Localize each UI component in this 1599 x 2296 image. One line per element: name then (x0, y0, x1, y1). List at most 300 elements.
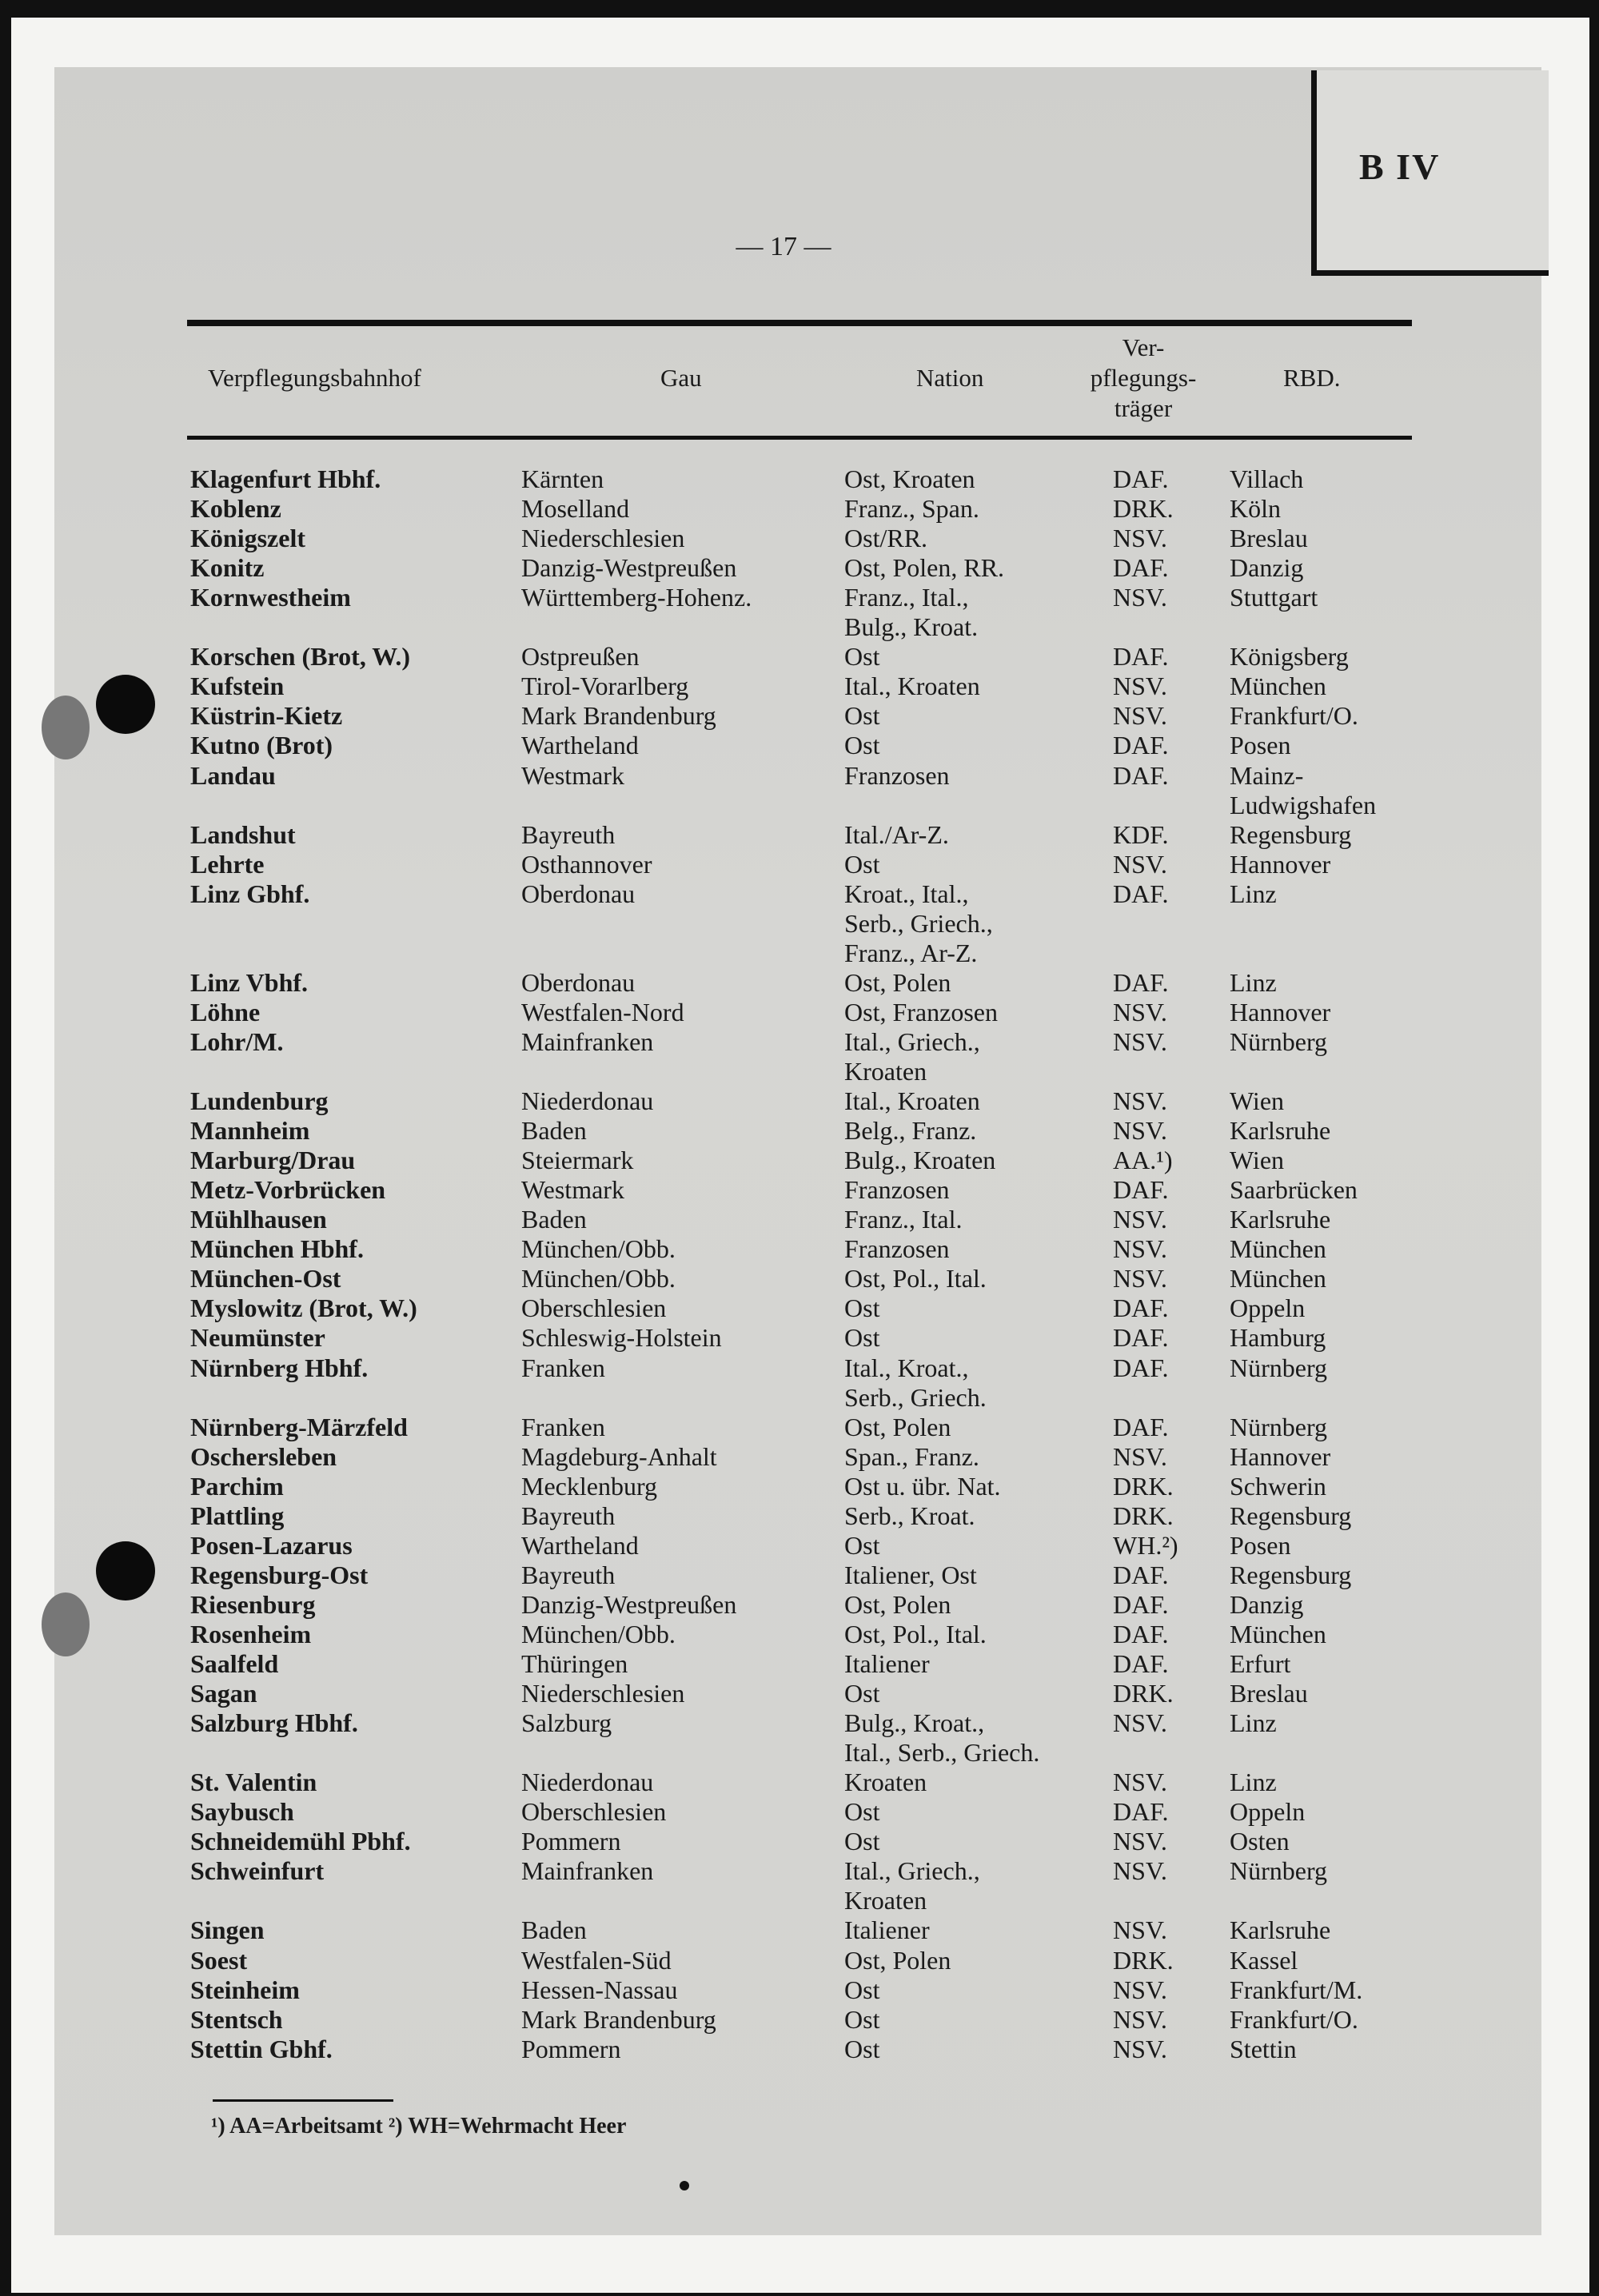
table-row (0, 1086, 1599, 1116)
station-cell: Mühlhausen (190, 1205, 327, 1234)
gau-cell: München/Obb. (521, 1234, 676, 1264)
table-row (0, 1946, 1599, 1975)
station-cell: Kutno (Brot) (190, 731, 333, 760)
nation-cell: Italiener (844, 1915, 930, 1945)
gau-cell: Salzburg (521, 1708, 612, 1738)
nation-cell: Ital., Griech., (844, 1026, 980, 1056)
rbd-cell: Hamburg (1230, 1323, 1326, 1353)
table-row (0, 2035, 1599, 2064)
traeger-cell: DRK. (1113, 1471, 1174, 1501)
gau-cell: Mainfranken (521, 1856, 654, 1886)
station-cell: Stettin Gbhf. (190, 2034, 333, 2063)
nation-cell: Span., Franz. (844, 1441, 979, 1471)
table-row (0, 1234, 1599, 1264)
table-row (0, 879, 1599, 909)
rbd-cell: Villach (1230, 464, 1304, 493)
station-cell: München Hbhf. (190, 1234, 364, 1264)
station-cell: Linz Vbhf. (190, 967, 309, 997)
table-row (0, 1708, 1599, 1738)
nation-cell: Franz., Ar-Z. (844, 938, 978, 967)
table-row (0, 612, 1599, 642)
gau-cell: Niederdonau (521, 1086, 654, 1116)
table-row (0, 1768, 1599, 1797)
gau-cell: Pommern (521, 1827, 621, 1856)
table-row (0, 1501, 1599, 1531)
traeger-cell: DAF. (1113, 1560, 1169, 1589)
traeger-cell: NSV. (1113, 1827, 1167, 1856)
station-cell: München-Ost (190, 1264, 341, 1293)
station-cell: Lohr/M. (190, 1026, 284, 1056)
nation-cell: Belg., Franz. (844, 1116, 977, 1146)
gau-cell: Ostpreußen (521, 642, 640, 672)
header-station: Verpflegungsbahnhof (208, 364, 421, 392)
station-cell: Steinheim (190, 1975, 300, 2004)
station-cell: Oschersleben (190, 1441, 337, 1471)
gau-cell: Oberdonau (521, 879, 636, 908)
traeger-cell: DAF. (1113, 1353, 1169, 1382)
rbd-cell: Hannover (1230, 849, 1331, 879)
punch-hole-shadow-bottom (42, 1592, 90, 1656)
table-row (0, 1293, 1599, 1323)
gau-cell: Westmark (521, 760, 624, 790)
gau-cell: Bayreuth (521, 1501, 616, 1530)
gau-cell: Mecklenburg (521, 1471, 658, 1501)
nation-cell: Serb., Griech. (844, 1382, 987, 1412)
gau-cell: Württemberg-Hohenz. (521, 583, 752, 612)
traeger-cell: NSV. (1113, 1026, 1167, 1056)
nation-cell: Ost u. übr. Nat. (844, 1471, 1001, 1501)
nation-cell: Ost (844, 1827, 880, 1856)
rbd-cell: Danzig (1230, 1589, 1304, 1619)
nation-cell: Ital., Kroat., (844, 1353, 969, 1382)
nation-cell: Franz., Span. (844, 494, 979, 524)
table-row (0, 1827, 1599, 1856)
nation-cell: Ital., Kroaten (844, 1086, 980, 1116)
station-cell: Nürnberg-Märzfeld (190, 1412, 408, 1441)
station-cell: Myslowitz (Brot, W.) (190, 1293, 417, 1323)
table-row (0, 583, 1599, 612)
rbd-cell: Nürnberg (1230, 1353, 1328, 1382)
traeger-cell: NSV. (1113, 1116, 1167, 1146)
nation-cell: Ost, Polen (844, 1589, 951, 1619)
table-row (0, 524, 1599, 553)
gau-cell: Moselland (521, 494, 630, 524)
nation-cell: Ost/RR. (844, 524, 928, 553)
rbd-cell: Erfurt (1230, 1649, 1291, 1678)
station-cell: Metz-Vorbrücken (190, 1175, 386, 1205)
nation-cell: Franz., Ital. (844, 1205, 963, 1234)
table-row (0, 1856, 1599, 1886)
traeger-cell: DAF. (1113, 731, 1169, 760)
traeger-cell: WH.²) (1113, 1530, 1178, 1560)
nation-cell: Ost, Polen, RR. (844, 553, 1005, 583)
traeger-cell: NSV. (1113, 1768, 1167, 1797)
station-cell: Lehrte (190, 849, 265, 879)
gau-cell: Oberdonau (521, 967, 636, 997)
station-cell: Korschen (Brot, W.) (190, 642, 410, 672)
rbd-cell: München (1230, 1264, 1326, 1293)
gau-cell: Magdeburg-Anhalt (521, 1441, 717, 1471)
table-row (0, 1649, 1599, 1679)
footnote-rule (213, 2099, 393, 2102)
rbd-cell: Frankfurt/O. (1230, 701, 1358, 731)
gau-cell: Schleswig-Holstein (521, 1323, 722, 1353)
traeger-cell: DRK. (1113, 1501, 1174, 1530)
header-traeger (1067, 333, 1219, 424)
station-cell: Stentsch (190, 2004, 283, 2034)
nation-cell: Ost, Kroaten (844, 464, 975, 493)
rbd-cell: Ludwigshafen (1230, 790, 1377, 819)
nation-cell: Ost, Polen (844, 967, 951, 997)
header-traeger-line3: träger (1114, 394, 1173, 422)
header-traeger-line2: pflegungs- (1090, 364, 1197, 392)
table-row (0, 791, 1599, 820)
rbd-cell: Karlsruhe (1230, 1915, 1331, 1945)
table-row (0, 642, 1599, 672)
traeger-cell: NSV. (1113, 2034, 1167, 2063)
traeger-cell: DAF. (1113, 1293, 1169, 1323)
gau-cell: Danzig-Westpreußen (521, 1589, 737, 1619)
nation-cell: Ost, Pol., Ital. (844, 1264, 987, 1293)
table-row (0, 1057, 1599, 1086)
table-row (0, 1383, 1599, 1413)
section-tab-label: B IV (1359, 146, 1441, 187)
gau-cell: Mainfranken (521, 1026, 654, 1056)
traeger-cell: NSV. (1113, 1441, 1167, 1471)
traeger-cell: NSV. (1113, 1975, 1167, 2004)
traeger-cell: DAF. (1113, 464, 1169, 493)
scan-speck (680, 2181, 689, 2190)
table-row (0, 701, 1599, 731)
traeger-cell: NSV. (1113, 1708, 1167, 1738)
table-row (0, 1323, 1599, 1353)
nation-cell: Ost, Franzosen (844, 997, 998, 1026)
gau-cell: Danzig-Westpreußen (521, 553, 737, 583)
gau-cell: Westfalen-Nord (521, 997, 684, 1026)
nation-cell: Kroaten (844, 1057, 927, 1086)
rbd-cell: Breslau (1230, 524, 1308, 553)
table-row (0, 1027, 1599, 1057)
rbd-cell: Danzig (1230, 553, 1304, 583)
rbd-cell: Schwerin (1230, 1471, 1326, 1501)
table-row (0, 939, 1599, 968)
nation-cell: Ital., Griech., (844, 1856, 980, 1886)
traeger-cell: NSV. (1113, 701, 1167, 731)
station-cell: Landau (190, 760, 276, 790)
gau-cell: Mark Brandenburg (521, 2004, 716, 2034)
table-row (0, 1915, 1599, 1945)
table-row (0, 1561, 1599, 1590)
nation-cell: Italiener, Ost (844, 1560, 977, 1589)
table-row (0, 1738, 1599, 1768)
station-cell: Küstrin-Kietz (190, 701, 343, 731)
nation-cell: Serb., Griech., (844, 908, 993, 938)
table-row (0, 1442, 1599, 1472)
gau-cell: Franken (521, 1353, 605, 1382)
traeger-cell: NSV. (1113, 1205, 1167, 1234)
traeger-cell: NSV. (1113, 583, 1167, 612)
gau-cell: Baden (521, 1205, 587, 1234)
nation-cell: Ost (844, 1530, 880, 1560)
nation-cell: Ost (844, 1293, 880, 1323)
rbd-cell: Nürnberg (1230, 1856, 1328, 1886)
table-row (0, 464, 1599, 494)
gau-cell: Oberschlesien (521, 1293, 667, 1323)
gau-cell: Niederdonau (521, 1768, 654, 1797)
station-cell: Saalfeld (190, 1649, 279, 1678)
traeger-cell: NSV. (1113, 849, 1167, 879)
rbd-cell: Regensburg (1230, 819, 1352, 849)
traeger-cell: NSV. (1113, 1856, 1167, 1886)
station-cell: Sagan (190, 1679, 257, 1708)
rbd-cell: Linz (1230, 1708, 1277, 1738)
station-cell: Neumünster (190, 1323, 325, 1353)
nation-cell: Ost (844, 642, 880, 672)
table-row (0, 1413, 1599, 1442)
gau-cell: Niederschlesien (521, 524, 685, 553)
nation-cell: Ost (844, 1975, 880, 2004)
rbd-cell: Mainz- (1230, 760, 1304, 790)
station-cell: Lundenburg (190, 1086, 329, 1116)
traeger-cell: DAF. (1113, 879, 1169, 908)
table-row (0, 850, 1599, 879)
traeger-cell: DAF. (1113, 553, 1169, 583)
nation-cell: Franzosen (844, 760, 950, 790)
header-nation: Nation (916, 364, 984, 392)
nation-cell: Ost (844, 1323, 880, 1353)
table-row (0, 1353, 1599, 1383)
traeger-cell: NSV. (1113, 1234, 1167, 1264)
nation-cell: Ost (844, 1797, 880, 1827)
page-number: — 17 — (736, 232, 831, 261)
header-rule (187, 436, 1412, 440)
traeger-cell: DAF. (1113, 760, 1169, 790)
gau-cell: Osthannover (521, 849, 652, 879)
rbd-cell: Wien (1230, 1086, 1285, 1116)
station-cell: Soest (190, 1945, 248, 1975)
station-cell: Saybusch (190, 1797, 294, 1827)
table-row (0, 731, 1599, 760)
rbd-cell: Königsberg (1230, 642, 1349, 672)
table-row (0, 1264, 1599, 1293)
traeger-cell: DAF. (1113, 1619, 1169, 1648)
gau-cell: Bayreuth (521, 1560, 616, 1589)
nation-cell: Ital., Kroaten (844, 672, 980, 701)
traeger-cell: DAF. (1113, 1797, 1169, 1827)
rbd-cell: Wien (1230, 1146, 1285, 1175)
rbd-cell: Stettin (1230, 2034, 1297, 2063)
gau-cell: Westmark (521, 1175, 624, 1205)
rbd-cell: Breslau (1230, 1679, 1308, 1708)
traeger-cell: DAF. (1113, 1412, 1169, 1441)
table-row (0, 1175, 1599, 1205)
station-cell: Nürnberg Hbhf. (190, 1353, 369, 1382)
rbd-cell: Frankfurt/M. (1230, 1975, 1363, 2004)
traeger-cell: DAF. (1113, 1649, 1169, 1678)
station-cell: Linz Gbhf. (190, 879, 310, 908)
nation-cell: Kroaten (844, 1886, 927, 1915)
station-cell: Konitz (190, 553, 265, 583)
rbd-cell: Stuttgart (1230, 583, 1318, 612)
gau-cell: Mark Brandenburg (521, 701, 716, 731)
station-cell: Plattling (190, 1501, 285, 1530)
nation-cell: Ost, Polen (844, 1412, 951, 1441)
rbd-cell: Regensburg (1230, 1501, 1352, 1530)
rbd-cell: Frankfurt/O. (1230, 2004, 1358, 2034)
rbd-cell: Saarbrücken (1230, 1175, 1358, 1205)
nation-cell: Bulg., Kroaten (844, 1146, 996, 1175)
station-cell: Schweinfurt (190, 1856, 325, 1886)
top-rule (187, 320, 1412, 326)
station-cell: Landshut (190, 819, 296, 849)
table-row (0, 998, 1599, 1027)
table-row (0, 494, 1599, 524)
table-row (0, 1975, 1599, 2005)
traeger-cell: DAF. (1113, 1175, 1169, 1205)
table-row (0, 1620, 1599, 1649)
station-cell: St. Valentin (190, 1768, 317, 1797)
table-row (0, 1205, 1599, 1234)
nation-cell: Ost (844, 1679, 880, 1708)
nation-cell: Ost, Pol., Ital. (844, 1619, 987, 1648)
table-row (0, 2005, 1599, 2035)
rbd-cell: Linz (1230, 879, 1277, 908)
nation-cell: Bulg., Kroat., (844, 1708, 985, 1738)
station-cell: Koblenz (190, 494, 281, 524)
header-rbd: RBD. (1283, 364, 1341, 392)
gau-cell: München/Obb. (521, 1264, 676, 1293)
table-row (0, 1116, 1599, 1146)
gau-cell: Hessen-Nassau (521, 1975, 678, 2004)
rbd-cell: Posen (1230, 731, 1291, 760)
table-row (0, 1679, 1599, 1708)
station-cell: Marburg/Drau (190, 1146, 356, 1175)
rbd-cell: Linz (1230, 1768, 1277, 1797)
traeger-cell: NSV. (1113, 2004, 1167, 2034)
rbd-cell: Posen (1230, 1530, 1291, 1560)
traeger-cell: KDF. (1113, 819, 1169, 849)
table-row (0, 820, 1599, 850)
rbd-cell: Karlsruhe (1230, 1205, 1331, 1234)
nation-cell: Ost (844, 701, 880, 731)
traeger-cell: NSV. (1113, 1915, 1167, 1945)
table-row (0, 761, 1599, 791)
table-row (0, 672, 1599, 701)
table-row (0, 1472, 1599, 1501)
station-cell: Posen-Lazarus (190, 1530, 353, 1560)
traeger-cell: DAF. (1113, 1323, 1169, 1353)
traeger-cell: DAF. (1113, 967, 1169, 997)
traeger-cell: NSV. (1113, 672, 1167, 701)
table-row (0, 1146, 1599, 1175)
punch-hole-shadow-top (42, 696, 90, 759)
rbd-cell: München (1230, 1234, 1326, 1264)
footnote: ¹) AA=Arbeitsamt ²) WH=Wehrmacht Heer (211, 2114, 627, 2139)
nation-cell: Italiener (844, 1649, 930, 1678)
rbd-cell: Kassel (1230, 1945, 1298, 1975)
traeger-cell: DRK. (1113, 1945, 1174, 1975)
gau-cell: München/Obb. (521, 1619, 676, 1648)
station-cell: Königszelt (190, 524, 305, 553)
station-cell: Rosenheim (190, 1619, 312, 1648)
gau-cell: Wartheland (521, 731, 639, 760)
rbd-cell: Linz (1230, 967, 1277, 997)
traeger-cell: DRK. (1113, 494, 1174, 524)
traeger-cell: DRK. (1113, 1679, 1174, 1708)
gau-cell: Steiermark (521, 1146, 634, 1175)
rbd-cell: Nürnberg (1230, 1026, 1328, 1056)
gau-cell: Kärnten (521, 464, 604, 493)
nation-cell: Franzosen (844, 1175, 950, 1205)
station-cell: Mannheim (190, 1116, 310, 1146)
header-traeger-line1: Ver- (1122, 333, 1165, 361)
nation-cell: Bulg., Kroat. (844, 612, 979, 642)
rbd-cell: Oppeln (1230, 1293, 1306, 1323)
punch-hole-bottom (96, 1541, 155, 1600)
nation-cell: Ost (844, 849, 880, 879)
header-gau: Gau (660, 364, 702, 392)
station-cell: Riesenburg (190, 1589, 316, 1619)
traeger-cell: DAF. (1113, 642, 1169, 672)
gau-cell: Franken (521, 1412, 605, 1441)
rbd-cell: Osten (1230, 1827, 1290, 1856)
station-cell: Schneidemühl Pbhf. (190, 1827, 411, 1856)
station-cell: Regensburg-Ost (190, 1560, 369, 1589)
nation-cell: Ost (844, 2034, 880, 2063)
table-row (0, 1886, 1599, 1915)
gau-cell: Baden (521, 1915, 587, 1945)
gau-cell: Wartheland (521, 1530, 639, 1560)
station-cell: Löhne (190, 997, 261, 1026)
rbd-cell: Hannover (1230, 997, 1331, 1026)
gau-cell: Bayreuth (521, 819, 616, 849)
traeger-cell: NSV. (1113, 1086, 1167, 1116)
traeger-cell: DAF. (1113, 1589, 1169, 1619)
punch-hole-top (96, 675, 155, 734)
nation-cell: Serb., Kroat. (844, 1501, 975, 1530)
nation-cell: Ital./Ar-Z. (844, 819, 949, 849)
nation-cell: Ital., Serb., Griech. (844, 1738, 1040, 1768)
gau-cell: Westfalen-Süd (521, 1945, 672, 1975)
station-cell: Kufstein (190, 672, 285, 701)
gau-cell: Thüringen (521, 1649, 628, 1678)
rbd-cell: München (1230, 672, 1326, 701)
station-cell: Salzburg Hbhf. (190, 1708, 358, 1738)
nation-cell: Franzosen (844, 1234, 950, 1264)
traeger-cell: NSV. (1113, 997, 1167, 1026)
traeger-cell: NSV. (1113, 1264, 1167, 1293)
table-row (0, 553, 1599, 583)
table-row (0, 1531, 1599, 1561)
nation-cell: Kroaten (844, 1768, 927, 1797)
traeger-cell: NSV. (1113, 524, 1167, 553)
gau-cell: Baden (521, 1116, 587, 1146)
table-row (0, 1797, 1599, 1827)
station-cell: Kornwestheim (190, 583, 351, 612)
gau-cell: Tirol-Vorarlberg (521, 672, 689, 701)
nation-cell: Franz., Ital., (844, 583, 969, 612)
rbd-cell: Köln (1230, 494, 1281, 524)
gau-cell: Niederschlesien (521, 1679, 685, 1708)
rbd-cell: Karlsruhe (1230, 1116, 1331, 1146)
rbd-cell: Oppeln (1230, 1797, 1306, 1827)
gau-cell: Oberschlesien (521, 1797, 667, 1827)
nation-cell: Ost (844, 731, 880, 760)
rbd-cell: München (1230, 1619, 1326, 1648)
rbd-cell: Regensburg (1230, 1560, 1352, 1589)
table-row (0, 1590, 1599, 1620)
station-cell: Singen (190, 1915, 265, 1945)
